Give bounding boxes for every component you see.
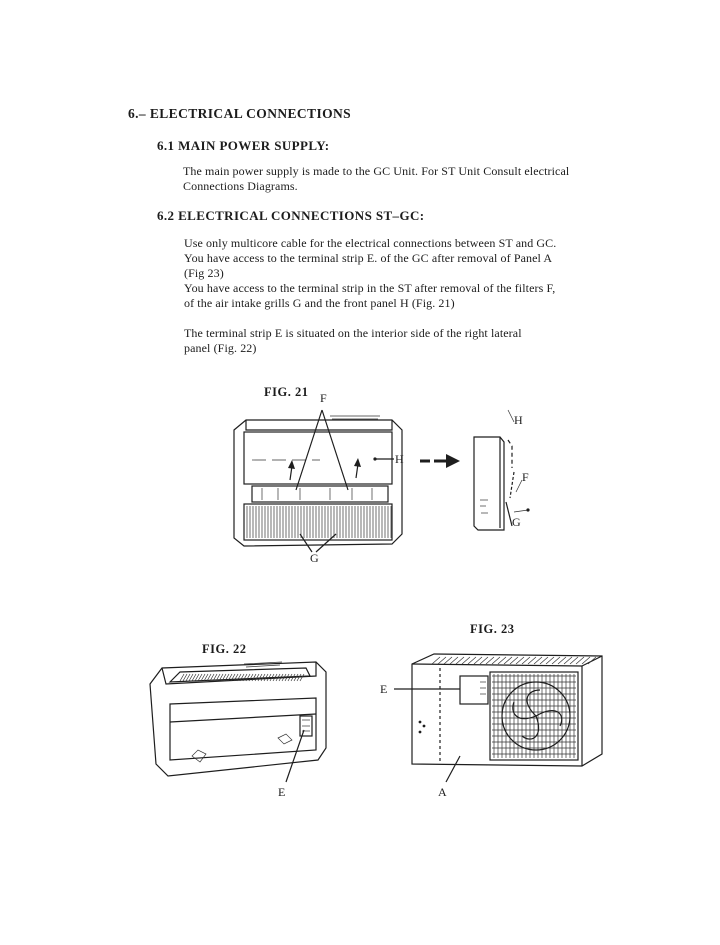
fig21-label: FIG. 21 — [264, 385, 309, 399]
subsection-title-electrical-connections: 6.2 ELECTRICAL CONNECTIONS ST–GC: — [157, 208, 425, 223]
fig23-letter-e: E — [380, 682, 388, 696]
text-line: of the air intake grills G and the front panel H (Fig. 21) — [184, 296, 455, 310]
fig21-side-letter-g: G — [512, 515, 521, 529]
fig21-letter-h: H — [395, 452, 404, 466]
text-line: You have access to the terminal strip E. of the GC after removal of Panel A — [184, 251, 553, 265]
fig21-side-letter-f: F — [522, 470, 529, 484]
section-title: 6.– ELECTRICAL CONNECTIONS — [128, 106, 352, 121]
fig23-letter-a: A — [438, 785, 447, 799]
text-line: panel (Fig. 22) — [184, 341, 257, 355]
text-line: Use only multicore cable for the electrical connections between ST and GC. — [184, 236, 557, 250]
text-line: You have access to the terminal strip in the ST after removal of the filters F, — [184, 281, 556, 295]
fig23-label: FIG. 23 — [470, 622, 515, 636]
fig22-label: FIG. 22 — [202, 642, 247, 656]
text-line: (Fig 23) — [184, 266, 224, 280]
fig21-letter-g: G — [310, 551, 319, 565]
fig22-letter-e: E — [278, 785, 286, 799]
fig21-side-letter-h: H — [514, 413, 523, 427]
subsection-title-main-power: 6.1 MAIN POWER SUPPLY: — [157, 138, 330, 153]
text-line: The main power supply is made to the GC Unit. For ST Unit Consult electrical — [183, 164, 570, 178]
fig21-letter-f: F — [320, 391, 327, 405]
text-line: Connections Diagrams. — [183, 179, 298, 193]
text-line: The terminal strip E is situated on the interior side of the right lateral — [184, 326, 522, 340]
